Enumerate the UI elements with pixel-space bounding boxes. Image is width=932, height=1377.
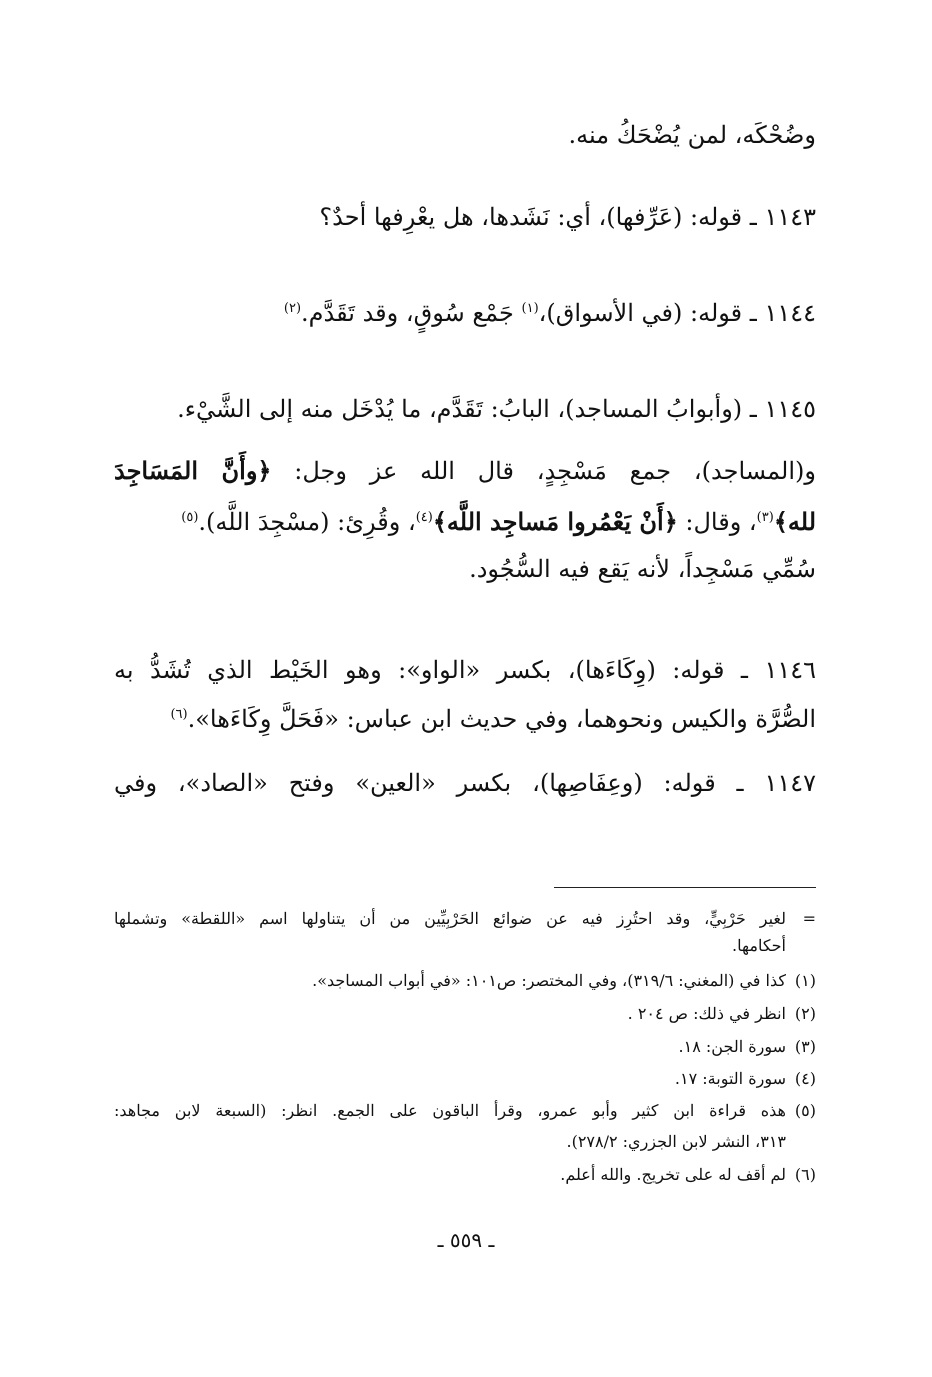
entry-1147-text: ١١٤٧ ـ قوله: (وعِفَاصِها)، بكسر «العين» وفتح «الصاد»، وفي xyxy=(114,769,816,797)
footnote-continuation-line-1 xyxy=(114,907,816,931)
body-line-1 xyxy=(114,118,816,152)
entry-1145 xyxy=(114,392,816,426)
entry-1144-text-b: جَمْع سُوقٍ، وقد تَقَدَّم. xyxy=(301,299,522,327)
body-line-5 xyxy=(114,454,816,488)
page-number: ـ ٥٥٩ ـ xyxy=(437,1228,495,1252)
entry-1146-text: ١١٤٦ ـ قوله: (وِكَاءَها)، بكسر «الواو»: وهو الخَيْط الذي تُشَدُّ به xyxy=(114,656,816,684)
footnote-ref-6[interactable]: (٦) xyxy=(170,707,188,722)
body-line-9 xyxy=(114,702,816,736)
body-line-7 xyxy=(114,552,816,586)
quran-quote-1-end: لله﴾ xyxy=(773,507,816,536)
footnote-1-text: كذا في (المغني: ٣١٩/٦)، وفي المختصر: ص١٠١: «في أبواب المساجد». xyxy=(312,971,786,990)
footnote-3-number: (٣) xyxy=(794,1037,816,1056)
footnote-ref-3[interactable]: (٣) xyxy=(756,510,774,525)
footnote-4-number: (٤) xyxy=(794,1069,816,1088)
entry-1144 xyxy=(114,296,816,330)
entry-1146 xyxy=(114,653,816,687)
footnote-3 xyxy=(114,1035,816,1059)
entry-1147 xyxy=(114,766,816,800)
continuation-text-1: لغير حَرْبِيٍّ، وقد احتُرِز فيه عن ضوائع الحَرْبِيِّين من أن يتناولها اسم «اللقطة» وتشملها xyxy=(114,909,786,928)
line-5-text: و(المساجد)، جمع مَسْجِدٍ، قال الله عز وجل: xyxy=(294,457,816,485)
footnote-5-number: (٥) xyxy=(794,1101,816,1120)
line-7-text: سُمِّي مَسْجِداً، لأنه يَقع فيه السُّجُود. xyxy=(469,555,816,583)
footnote-continuation-line-2 xyxy=(114,934,786,958)
footnote-2 xyxy=(114,1002,816,1026)
footnote-4-text: سورة التوبة: ١٧. xyxy=(674,1069,786,1088)
footnote-5-line-1 xyxy=(114,1099,816,1123)
footnote-5-text-2: ٣١٣، النشر لابن الجزري: ٢٧٨/٢). xyxy=(566,1132,786,1151)
body-line-6 xyxy=(114,505,816,539)
footnote-5-text-1: هذه قراءة ابن كثير وأبو عمرو، وقرأ الباقون على الجمع. انظر: (السبعة لابن مجاهد: xyxy=(114,1101,786,1120)
footnote-3-text: سورة الجن: ١٨. xyxy=(678,1037,786,1056)
line-1-text: وضُحْكَه، لمن يُضْحَكُ منه. xyxy=(568,121,816,149)
line-9-text: الصُّرَّة والكيس ونحوهما، وفي حديث ابن عباس: «فَحَلَّ وِكَاءَها». xyxy=(187,705,816,733)
entry-1144-text: ١١٤٤ ـ قوله: (في الأسواق)، xyxy=(538,299,816,327)
footnote-4 xyxy=(114,1067,816,1091)
footnote-separator xyxy=(554,887,816,888)
quran-quote-2: ﴿أَنْ يَعْمُروا مَساجِد اللَّه﴾ xyxy=(432,507,678,536)
entry-1143-text: ١١٤٣ ـ قوله: (عَرِّفها)، أي: نَشَدها، هل يعْرِفها أحدٌ؟ xyxy=(319,203,816,231)
footnote-ref-1[interactable]: (١) xyxy=(521,301,539,316)
footnote-6-text: لم أقف له على تخريج. والله أعلم. xyxy=(560,1165,786,1184)
footnote-1-number: (١) xyxy=(794,971,816,990)
continuation-marker: = xyxy=(802,909,816,928)
entry-1145-text: ١١٤٥ ـ (وأبوابُ المساجد)، البابُ: تَقَدَّم، ما يُدْخَل منه إلى الشَّيْء. xyxy=(177,395,816,423)
footnote-ref-2[interactable]: (٢) xyxy=(283,301,302,316)
footnote-6 xyxy=(114,1163,816,1187)
entry-1143 xyxy=(114,200,816,234)
quran-quote-1: ﴿وأَنَّ المَسَاجِدَ xyxy=(114,456,272,485)
continuation-text-2: أحكامها. xyxy=(732,936,786,955)
line-6-text-b: ، وقُرِئ: (مسْجِدَ اللَّه). xyxy=(198,508,416,536)
footnote-5-line-2 xyxy=(114,1130,786,1154)
footnote-1 xyxy=(114,969,816,993)
footnote-6-number: (٦) xyxy=(794,1165,816,1184)
line-6-text-a: ، وقال: xyxy=(677,508,757,536)
footnote-ref-4[interactable]: (٤) xyxy=(415,510,433,525)
footnote-2-number: (٢) xyxy=(794,1004,816,1023)
footnote-2-text: انظر في ذلك: ص ٢٠٤ . xyxy=(627,1004,786,1023)
footnote-ref-5[interactable]: (٥) xyxy=(181,510,199,525)
